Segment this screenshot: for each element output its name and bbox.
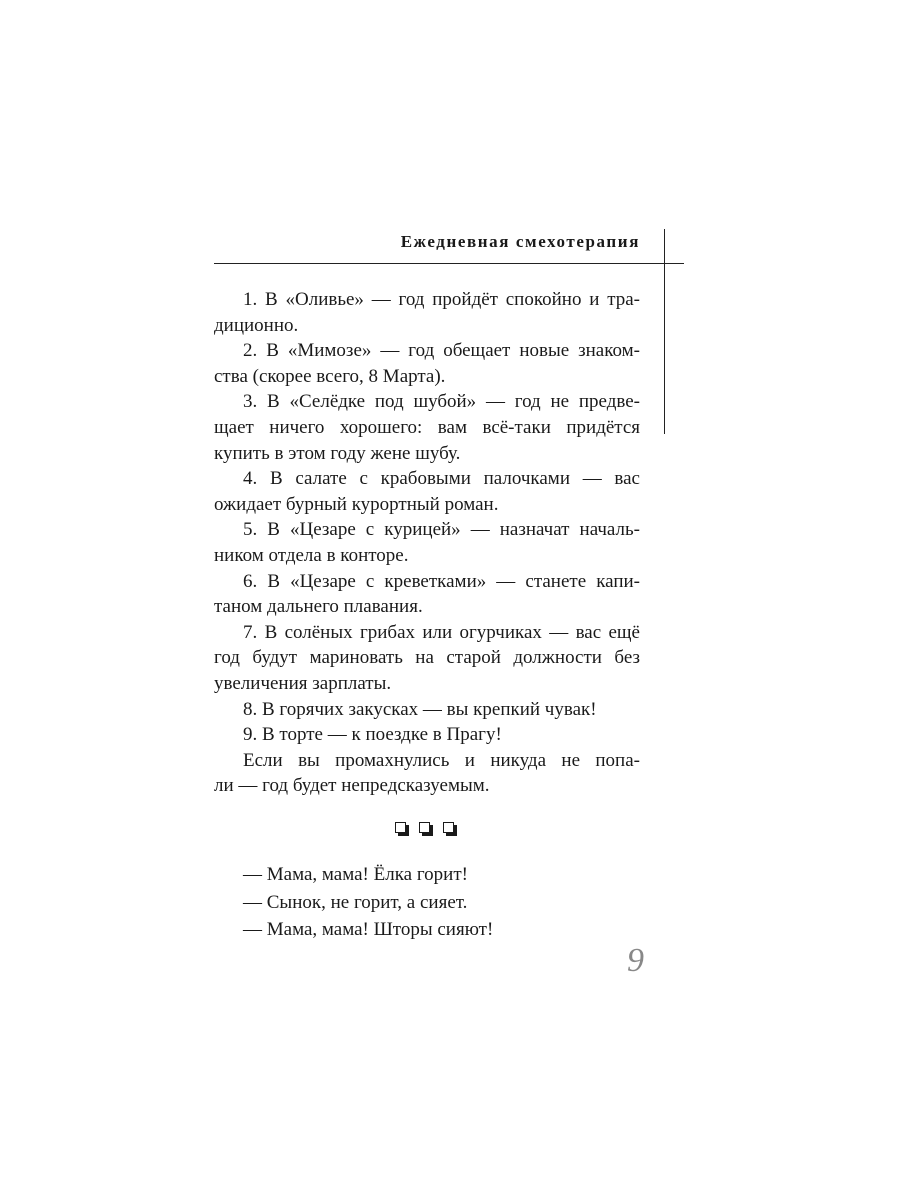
list-item: 4. В салате с крабовыми палочками — вас: [243, 468, 640, 490]
list-item-continuation: щает ничего хорошего: вам всё-таки придётся: [214, 416, 640, 438]
list-item: 6. В «Цезаре с креветками» — станете капи-: [243, 570, 640, 592]
list-item-continuation: ства (скорее всего, 8 Марта).: [214, 365, 446, 387]
list-item-continuation: ожидает бурный курортный роман.: [214, 493, 499, 515]
dialogue: [214, 861, 640, 944]
running-head: Ежедневная смехотерапия: [400, 232, 640, 251]
header-rule: [214, 263, 684, 264]
list-item-continuation: таном дальнего плавания.: [214, 596, 423, 618]
list-item: 8. В горячих закусках — вы крепкий чувак!: [243, 698, 597, 720]
list-item: 2. В «Мимозе» — год обещает новые знаком-: [243, 340, 640, 362]
margin-rule: [664, 229, 665, 434]
shadow-box-icon: [443, 822, 457, 836]
conclusion-paragraph: Если вы промахнулись и никуда не попа-: [243, 749, 640, 771]
dialogue-line: — Сынок, не горит, а сияет.: [243, 891, 468, 913]
list-item: 3. В «Селёдке под шубой» — год не предве-: [243, 391, 640, 413]
list-item-continuation: ником отдела в конторе.: [214, 544, 409, 566]
list-item: 9. В торте — к поездке в Прагу!: [243, 724, 502, 746]
list-item-continuation: год будут мариновать на старой должности без: [214, 647, 640, 669]
section-divider-ornament: [395, 822, 457, 840]
list-item: 5. В «Цезаре с курицей» — назначат началь-: [243, 519, 640, 541]
shadow-box-icon: [395, 822, 409, 836]
list-item: 7. В солёных грибах или огурчиках — вас ещё: [243, 621, 640, 643]
body-text: [214, 287, 640, 799]
list-item-continuation: купить в этом году жене шубу.: [214, 442, 461, 464]
page-number: 9: [627, 942, 644, 979]
list-item-continuation: диционно.: [214, 314, 299, 336]
shadow-box-icon: [419, 822, 433, 836]
dialogue-line: — Мама, мама! Шторы сияют!: [243, 919, 494, 940]
list-item: 1. В «Оливье» — год пройдёт спокойно и тра-: [243, 289, 640, 310]
conclusion-continuation: ли — год будет непредсказуемым.: [214, 775, 490, 797]
list-item-continuation: увеличения зарплаты.: [214, 672, 392, 694]
dialogue-line: — Мама, мама! Ёлка горит!: [243, 864, 468, 885]
